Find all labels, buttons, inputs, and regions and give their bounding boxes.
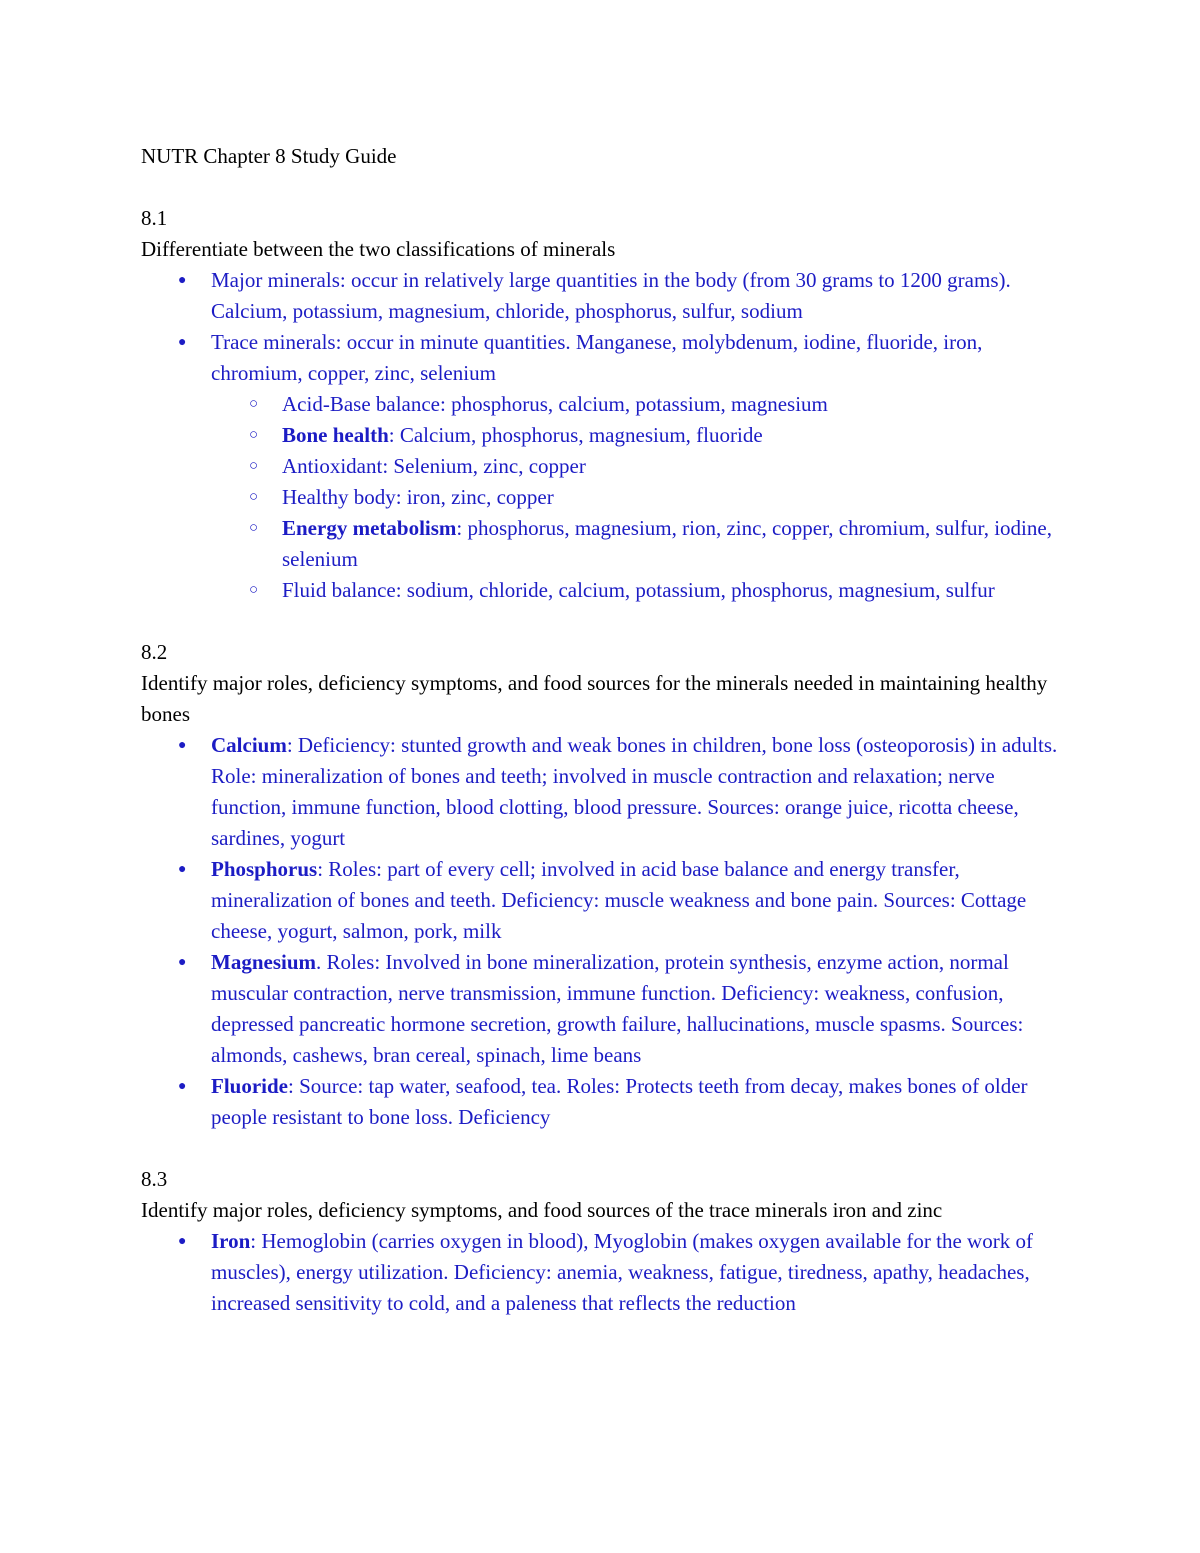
section-objective: Identify major roles, deficiency symptoms, and food sources of the trace minerals iron and zinc <box>141 1198 943 1222</box>
item-text: Major minerals: occur in relatively large quantities in the body (from 30 grams to 1200 grams). Calcium, potassium, magnesium, chloride, phosphorus, sulfur, sodium <box>211 268 1011 323</box>
sub-item-text: : phosphorus, magnesium, rion, zinc, copper, chromium, sulfur, iodine, selenium <box>282 516 1052 571</box>
bullet-list <box>141 265 1061 606</box>
hollow-bullet-icon: ○ <box>249 582 259 598</box>
filled-bullet-icon: ● <box>178 1079 187 1094</box>
list-item <box>141 730 1061 854</box>
item-text: : Source: tap water, seafood, tea. Roles: Protects teeth from decay, makes bones of older people resistant to bone loss. Deficiency <box>211 1074 1028 1129</box>
sub-item-term: Bone health <box>282 423 389 447</box>
sub-list-item <box>141 451 1061 482</box>
filled-bullet-icon: ● <box>178 955 187 970</box>
section-8-2 <box>141 637 1061 1133</box>
item-text: : Roles: part of every cell; involved in acid base balance and energy transfer, mineralization of bones and teeth. Deficiency: muscle weakness and bone pain. Sources: Cottage cheese, yogurt, salmon, pork, milk <box>211 857 1027 943</box>
item-term: Phosphorus <box>211 857 318 881</box>
list-item <box>141 1071 1061 1133</box>
bullet-list <box>141 730 1061 1133</box>
sub-list-item <box>141 482 1061 513</box>
section-number: 8.3 <box>141 1167 168 1191</box>
spacer <box>141 172 1061 203</box>
sub-item-term: Energy metabolism <box>282 516 457 540</box>
item-text: Trace minerals: occur in minute quantities. Manganese, molybdenum, iodine, fluoride, iron, chromium, copper, zinc, selenium <box>211 330 983 385</box>
sub-item-text: Healthy body: iron, zinc, copper <box>282 485 554 509</box>
list-item <box>141 327 1061 606</box>
sub-bullet-list <box>141 389 1061 606</box>
list-item <box>141 947 1061 1071</box>
section-number: 8.1 <box>141 206 168 230</box>
sub-item-text: Fluid balance: sodium, chloride, calcium, potassium, phosphorus, magnesium, sulfur <box>282 578 995 602</box>
spacer <box>141 606 1061 637</box>
list-item <box>141 1226 1061 1319</box>
filled-bullet-icon: ● <box>178 273 187 288</box>
filled-bullet-icon: ● <box>178 738 187 753</box>
filled-bullet-icon: ● <box>178 1234 187 1249</box>
sub-list-item <box>141 575 1061 606</box>
sub-item-text: : Calcium, phosphorus, magnesium, fluoride <box>388 423 763 447</box>
sub-item-text: Antioxidant: Selenium, zinc, copper <box>282 454 586 478</box>
page-title: NUTR Chapter 8 Study Guide <box>141 144 397 168</box>
item-text: : Hemoglobin (carries oxygen in blood), Myoglobin (makes oxygen available for the work of muscles), energy utilization. Deficiency: anemia, weakness, fatigue, tiredness, apathy, headaches, increased sensitivity to cold, and a paleness that reflects the reduction <box>211 1229 1033 1315</box>
hollow-bullet-icon: ○ <box>249 458 259 474</box>
hollow-bullet-icon: ○ <box>249 489 259 505</box>
item-term: Magnesium <box>211 950 316 974</box>
list-item <box>141 265 1061 327</box>
item-term: Fluoride <box>211 1074 288 1098</box>
item-term: Iron <box>211 1229 251 1253</box>
hollow-bullet-icon: ○ <box>249 427 259 443</box>
section-8-1 <box>141 203 1061 606</box>
section-number: 8.2 <box>141 640 168 664</box>
section-8-3 <box>141 1164 1061 1319</box>
spacer <box>141 1133 1061 1164</box>
section-objective: Differentiate between the two classifications of minerals <box>141 237 616 261</box>
section-objective: Identify major roles, deficiency symptoms, and food sources for the minerals needed in maintaining healthy bones <box>141 671 1048 726</box>
sub-item-text: Acid-Base balance: phosphorus, calcium, potassium, magnesium <box>282 392 828 416</box>
bullet-list <box>141 1226 1061 1319</box>
sub-list-item <box>141 389 1061 420</box>
hollow-bullet-icon: ○ <box>249 396 259 412</box>
filled-bullet-icon: ● <box>178 862 187 877</box>
hollow-bullet-icon: ○ <box>249 520 259 536</box>
sub-list-item <box>141 420 1061 451</box>
item-text: . Roles: Involved in bone mineralization, protein synthesis, enzyme action, normal muscular contraction, nerve transmission, immune function. Deficiency: weakness, confusion, depressed pancreatic hormone secretion, growth failure, hallucinations, muscle spasms. Sources: almonds, cashews, bran cereal, spinach, lime beans <box>211 950 1024 1067</box>
sub-list-item <box>141 513 1061 575</box>
filled-bullet-icon: ● <box>178 335 187 350</box>
item-term: Calcium <box>211 733 287 757</box>
document-page <box>141 141 1061 1319</box>
list-item <box>141 854 1061 947</box>
item-text: : Deficiency: stunted growth and weak bones in children, bone loss (osteoporosis) in adults. Role: mineralization of bones and teeth; involved in muscle contraction and relaxation; nerve function, immune function, blood clotting, blood pressure. Sources: orange juice, ricotta cheese, sardines, yogurt <box>211 733 1058 850</box>
